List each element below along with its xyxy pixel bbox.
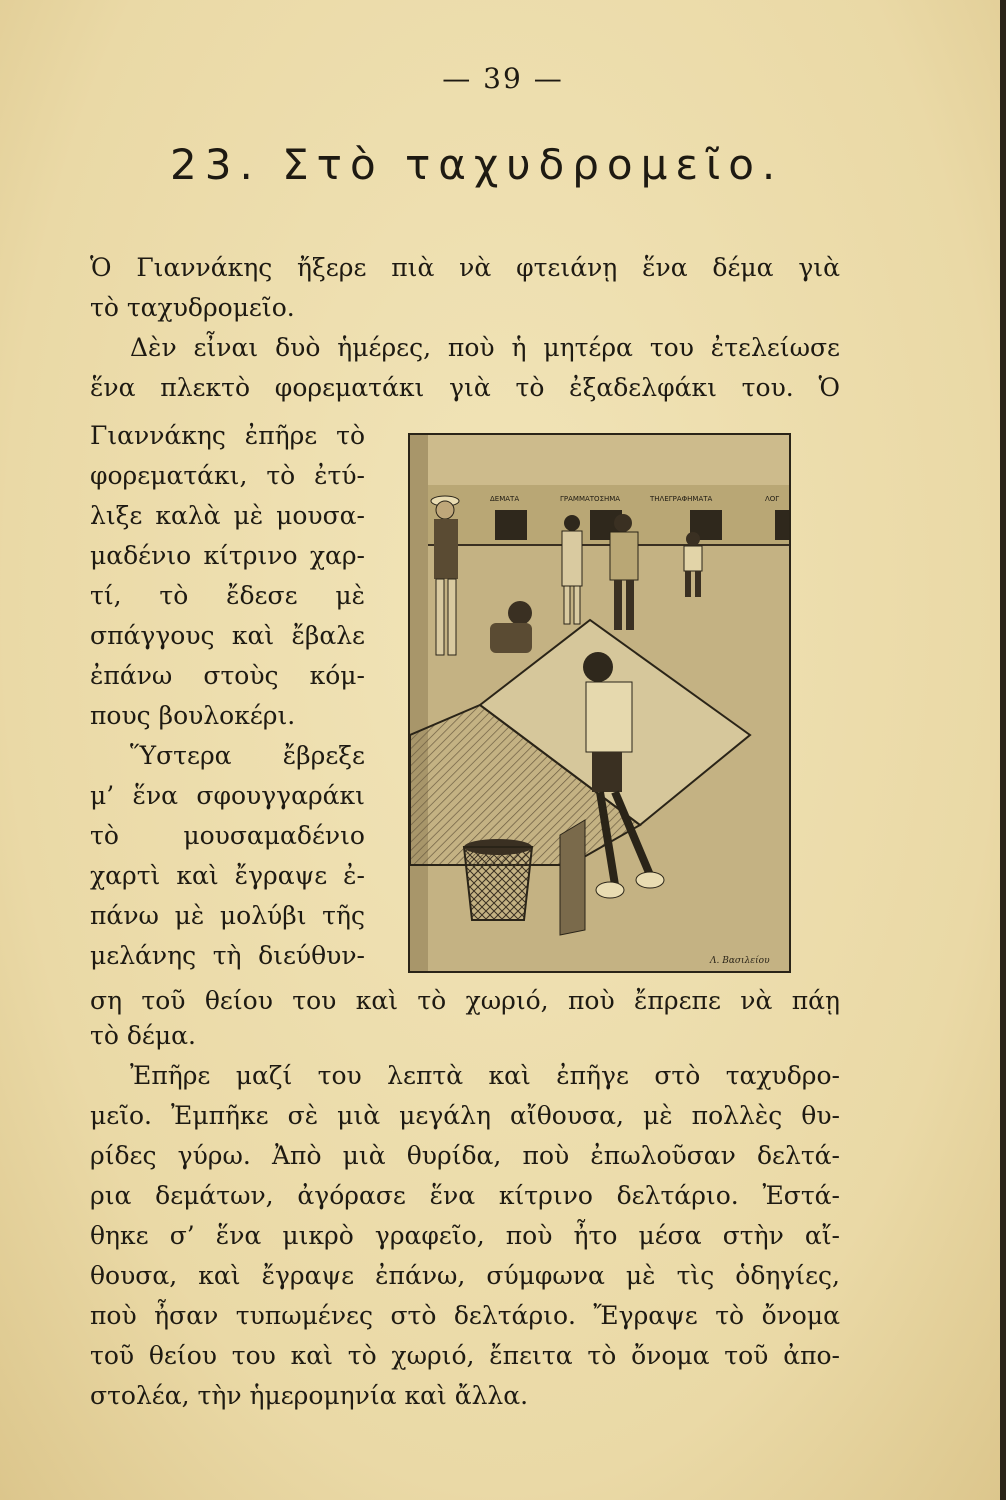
text-line: Δὲν εἶναι δυὸ ἡμέρες, ποὺ ἡ μητέρα του ἐτελείωσε <box>130 333 840 362</box>
counter-window <box>775 510 789 540</box>
text-line: μαδένιο κίτρινο χαρ- <box>90 541 365 570</box>
text-line: τὸ ταχυδρομεῖο. <box>90 293 295 322</box>
text-line: τοῦ θείου του καὶ τὸ χωριό, ἔπειτα τὸ ὄνομα τοῦ ἀπο- <box>90 1341 840 1370</box>
text-line: λιξε καλὰ μὲ μουσα- <box>90 501 365 530</box>
page-edge <box>1000 0 1006 1500</box>
text-line: Γιαννάκης ἐπῆρε τὸ <box>90 421 365 450</box>
text-line: Ὁ Γιαννάκης ἤξερε πιὰ νὰ φτειάνῃ ἕνα δέμα γιὰ <box>90 253 840 282</box>
text-line: ρια δεμάτων, ἀγόρασε ἕνα κίτρινο δελτάριο. Ἐστά- <box>90 1181 840 1210</box>
text-line: ση τοῦ θείου του καὶ τὸ χωριό, ποὺ ἔπρεπε νὰ πάῃ <box>90 986 840 1015</box>
text-line: τὸ μουσαμαδένιο <box>90 821 365 850</box>
text-line: Ὕστερα ἔβρεξε <box>130 741 365 770</box>
text-line: ἐπάνω στοὺς κόμ- <box>90 661 365 690</box>
text-line: ρίδες γύρω. Ἀπὸ μιὰ θυρίδα, ποὺ ἐπωλοῦσαν δελτά- <box>90 1141 840 1170</box>
text-line: θουσα, καὶ ἔγραψε ἐπάνω, σύμφωνα μὲ τὶς ὁδηγίες, <box>90 1261 840 1290</box>
illustration-drawing <box>410 435 789 971</box>
counter-sign: ΤΗΛΕΓΡΑΦΗΜΑΤΑ <box>650 495 713 503</box>
text-line: σπάγγους καὶ ἔβαλε <box>90 621 365 650</box>
artist-signature: Λ. Βασιλείου <box>710 956 770 966</box>
post-office-illustration <box>408 433 791 973</box>
text-line: φορεματάκι, τὸ ἐτύ- <box>90 461 365 490</box>
text-line: ποὺ ἦσαν τυπωμένες στὸ δελτάριο. Ἔγραψε τὸ ὄνομα <box>90 1301 840 1330</box>
text-line: πάνω μὲ μολύβι τῆς <box>90 901 365 930</box>
text-line: μεῖο. Ἐμπῆκε σὲ μιὰ μεγάλη αἴθουσα, μὲ πολλὲς θυ- <box>90 1101 840 1130</box>
text-line: στολέα, τὴν ἡμερομηνία καὶ ἄλλα. <box>90 1381 529 1410</box>
page-number: — 39 — <box>442 62 564 95</box>
text-line: χαρτὶ καὶ ἔγραψε ἐ- <box>90 861 365 890</box>
counter-window <box>495 510 527 540</box>
text-line: μ’ ἕνα σφουγγαράκι <box>90 781 365 810</box>
chapter-title: 23. Στὸ ταχυδρομεῖο. <box>170 140 784 189</box>
text-line: πους βουλοκέρι. <box>90 701 296 730</box>
waste-basket <box>464 839 532 920</box>
text-line: τί, τὸ ἔδεσε μὲ <box>90 581 365 610</box>
text-line: Ἐπῆρε μαζί του λεπτὰ καὶ ἐπῆγε στὸ ταχυδρο- <box>130 1061 840 1090</box>
counter-sign: ΛΟΓ <box>765 495 780 503</box>
counter-sign: ΔΕΜΑΤΑ <box>490 495 520 503</box>
text-line: ἕνα πλεκτὸ φορεματάκι γιὰ τὸ ἐξαδελφάκι του. Ὁ <box>90 373 840 402</box>
text-line: τὸ δέμα. <box>90 1021 196 1050</box>
counter-sign: ΓΡΑΜΜΑΤΟΣΗΜΑ <box>560 495 621 503</box>
text-line: μελάνης τὴ διεύθυν- <box>90 941 365 970</box>
text-line: θηκε σ’ ἕνα μικρὸ γραφεῖο, ποὺ ἦτο μέσα στὴν αἴ- <box>90 1221 840 1250</box>
